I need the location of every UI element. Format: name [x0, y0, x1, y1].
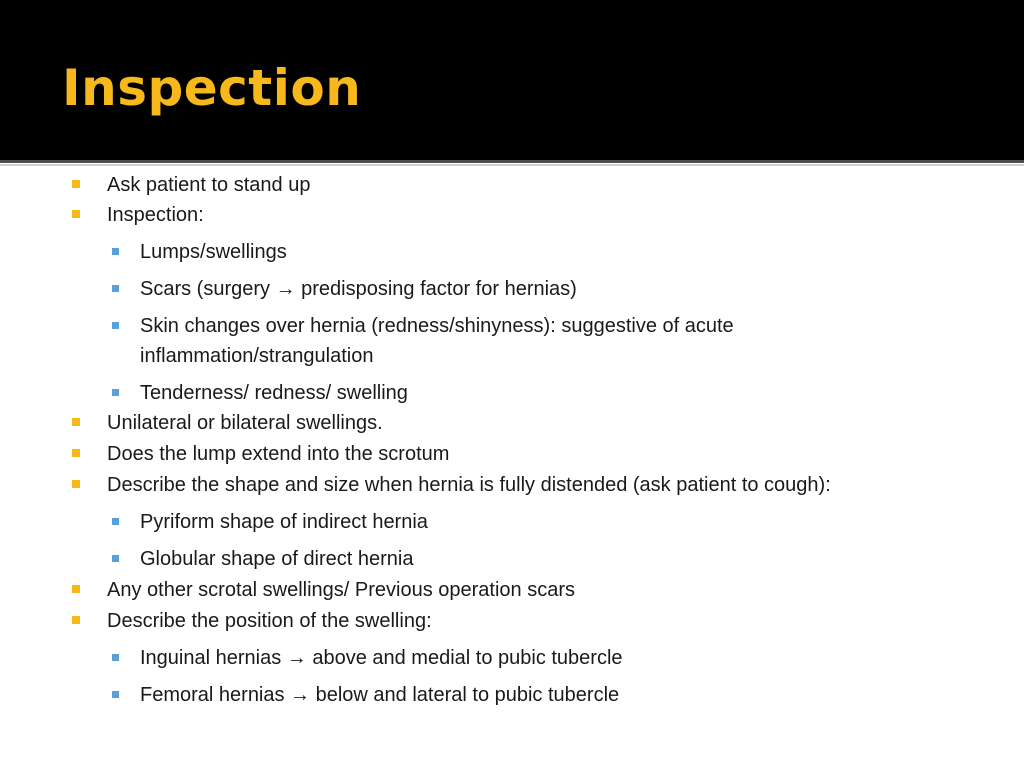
list-item-text: Inspection:	[107, 204, 204, 226]
list-item-text: Unilateral or bilateral swellings.	[107, 412, 383, 434]
square-bullet-icon	[112, 691, 119, 698]
square-bullet-icon	[112, 285, 119, 292]
list-item-text: Any other scrotal swellings/ Previous operation scars	[107, 579, 575, 601]
list-item-text: Skin changes over hernia (redness/shinyness): suggestive of acute	[140, 315, 734, 337]
square-bullet-icon	[112, 518, 119, 525]
square-bullet-icon	[112, 555, 119, 562]
list-item-text: Inguinal hernias → above and medial to pubic tubercle	[140, 647, 623, 669]
square-bullet-icon	[72, 210, 80, 218]
list-item-text: inflammation/strangulation	[140, 345, 374, 367]
list-item-text: Pyriform shape of indirect hernia	[140, 511, 428, 533]
square-bullet-icon	[112, 389, 119, 396]
list-item-text: Describe the position of the swelling:	[107, 610, 432, 632]
list-item-text: Globular shape of direct hernia	[140, 548, 414, 570]
list-item-text: Femoral hernias → below and lateral to pubic tubercle	[140, 684, 620, 706]
list-item-text: Tenderness/ redness/ swelling	[140, 382, 408, 404]
square-bullet-icon	[72, 480, 80, 488]
square-bullet-icon	[72, 418, 80, 426]
list-item-text: Ask patient to stand up	[107, 174, 311, 196]
square-bullet-icon	[72, 585, 80, 593]
list-item-text: Does the lump extend into the scrotum	[107, 443, 450, 465]
square-bullet-icon	[72, 180, 80, 188]
list-item-text: Describe the shape and size when hernia is fully distended (ask patient to cough):	[107, 474, 831, 496]
square-bullet-icon	[112, 248, 119, 255]
square-bullet-icon	[112, 654, 119, 661]
slide-title: Inspection	[62, 59, 362, 117]
square-bullet-icon	[112, 322, 119, 329]
list-item-text: Lumps/swellings	[140, 241, 287, 263]
square-bullet-icon	[72, 616, 80, 624]
list-item-text: Scars (surgery → predisposing factor for hernias)	[140, 278, 577, 300]
square-bullet-icon	[72, 449, 80, 457]
